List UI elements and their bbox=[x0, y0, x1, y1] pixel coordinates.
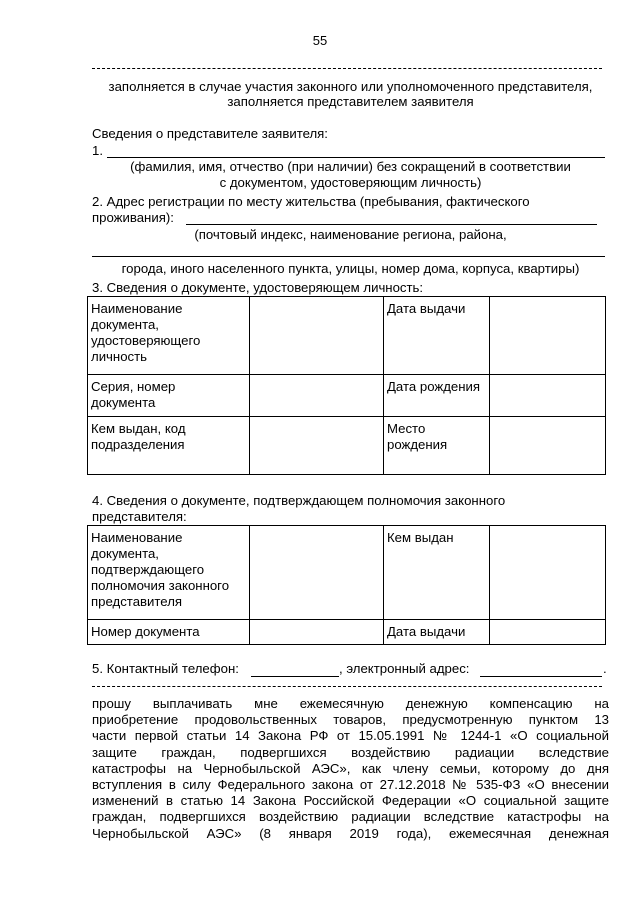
authority-issue-date-label: Дата выдачи bbox=[384, 620, 490, 645]
request-line: вступления в силу Федерального закона от 27.12.2018 № 535-ФЗ «О внесении bbox=[92, 776, 609, 792]
request-line: части первой статьи 14 Закона РФ от 15.05.1991 № 1244-1 «О социальной bbox=[92, 728, 609, 744]
birth-date-value[interactable] bbox=[490, 375, 606, 417]
authority-issuer-value[interactable] bbox=[490, 526, 606, 620]
authority-issue-date-value[interactable] bbox=[490, 620, 606, 645]
identity-issuer-label: Кем выдан, код подразделения bbox=[88, 417, 250, 475]
address-field-2[interactable] bbox=[92, 256, 605, 257]
authority-doc-table bbox=[87, 525, 606, 645]
separator-top bbox=[92, 68, 602, 69]
request-line: прошу выплачивать мне ежемесячную денежную компенсацию на bbox=[92, 696, 609, 711]
request-line: приобретение продовольственных товаров, предусмотренную пунктом 13 bbox=[92, 712, 609, 728]
page-number: 55 bbox=[312, 33, 328, 48]
table-row bbox=[88, 417, 606, 475]
phone-label: 5. Контактный телефон: bbox=[92, 661, 239, 676]
birth-place-value[interactable] bbox=[490, 417, 606, 475]
address-caption-1: (почтовый индекс, наименование региона, района, bbox=[194, 227, 507, 242]
table-row bbox=[88, 620, 606, 645]
identity-doc-table bbox=[87, 296, 606, 475]
item1-label: 1. bbox=[92, 143, 103, 158]
table-row bbox=[88, 297, 606, 375]
identity-doc-heading: 3. Сведения о документе, удостоверяющем личность: bbox=[92, 280, 424, 295]
authority-number-value[interactable] bbox=[250, 620, 384, 645]
request-line: изменений в статью 14 Закона Российской Федерации «О социальной защите bbox=[92, 793, 609, 809]
email-label: , электронный адрес: bbox=[339, 661, 470, 676]
note-line-2: заполняется представителем заявителя bbox=[227, 94, 474, 109]
request-line: защите граждан, подвергшихся воздействию радиации вследствие bbox=[92, 744, 609, 760]
birth-date-label: Дата рождения bbox=[384, 375, 490, 417]
authority-issuer-label: Кем выдан bbox=[384, 526, 490, 620]
authority-doc-name-value[interactable] bbox=[250, 526, 384, 620]
full-name-caption-2: с документом, удостоверяющим личность) bbox=[219, 175, 482, 190]
table-row bbox=[88, 526, 606, 620]
table-row bbox=[88, 375, 606, 417]
contacts-period: . bbox=[603, 661, 607, 676]
identity-doc-name-value[interactable] bbox=[250, 297, 384, 375]
address-field-1[interactable] bbox=[186, 224, 597, 225]
authority-doc-heading-2: представителя: bbox=[92, 509, 187, 524]
full-name-field[interactable] bbox=[107, 157, 605, 158]
address-label-1: 2. Адрес регистрации по месту жительства (пребывания, фактического bbox=[92, 194, 530, 209]
authority-number-label: Номер документа bbox=[88, 620, 250, 645]
identity-issue-date-label: Дата выдачи bbox=[384, 297, 490, 375]
authority-doc-name-label: Наименование документа, подтверждающего полномочия законного представителя bbox=[88, 526, 250, 620]
email-field[interactable] bbox=[480, 676, 602, 677]
request-line: граждан, подвергшихся воздействию радиации вследствие катастрофы на bbox=[92, 809, 609, 825]
identity-series-label: Серия, номер документа bbox=[88, 375, 250, 417]
address-caption-2: города, иного населенного пункта, улицы, номер дома, корпуса, квартиры) bbox=[121, 261, 580, 276]
phone-field[interactable] bbox=[251, 676, 339, 677]
request-line: Чернобыльской АЭС» (8 января 2019 года), ежемесячная денежная bbox=[92, 825, 609, 841]
representative-heading: Сведения о представителе заявителя: bbox=[92, 126, 328, 141]
note-line-1: заполняется в случае участия законного или уполномоченного представителя, bbox=[108, 79, 593, 94]
request-line: катастрофы на Чернобыльской АЭС», как члену семьи, которому до дня bbox=[92, 760, 609, 776]
identity-doc-name-label: Наименование документа, удостоверяющего личность bbox=[88, 297, 250, 375]
address-label-2: проживания): bbox=[92, 210, 174, 225]
identity-issue-date-value[interactable] bbox=[490, 297, 606, 375]
request-paragraph bbox=[92, 696, 609, 842]
authority-doc-heading-1: 4. Сведения о документе, подтверждающем полномочия законного bbox=[92, 493, 506, 508]
birth-place-label: Место рождения bbox=[384, 417, 490, 475]
full-name-caption-1: (фамилия, имя, отчество (при наличии) без сокращений в соответствии bbox=[130, 159, 571, 174]
separator-bottom bbox=[92, 686, 602, 687]
identity-series-value[interactable] bbox=[250, 375, 384, 417]
identity-issuer-value[interactable] bbox=[250, 417, 384, 475]
